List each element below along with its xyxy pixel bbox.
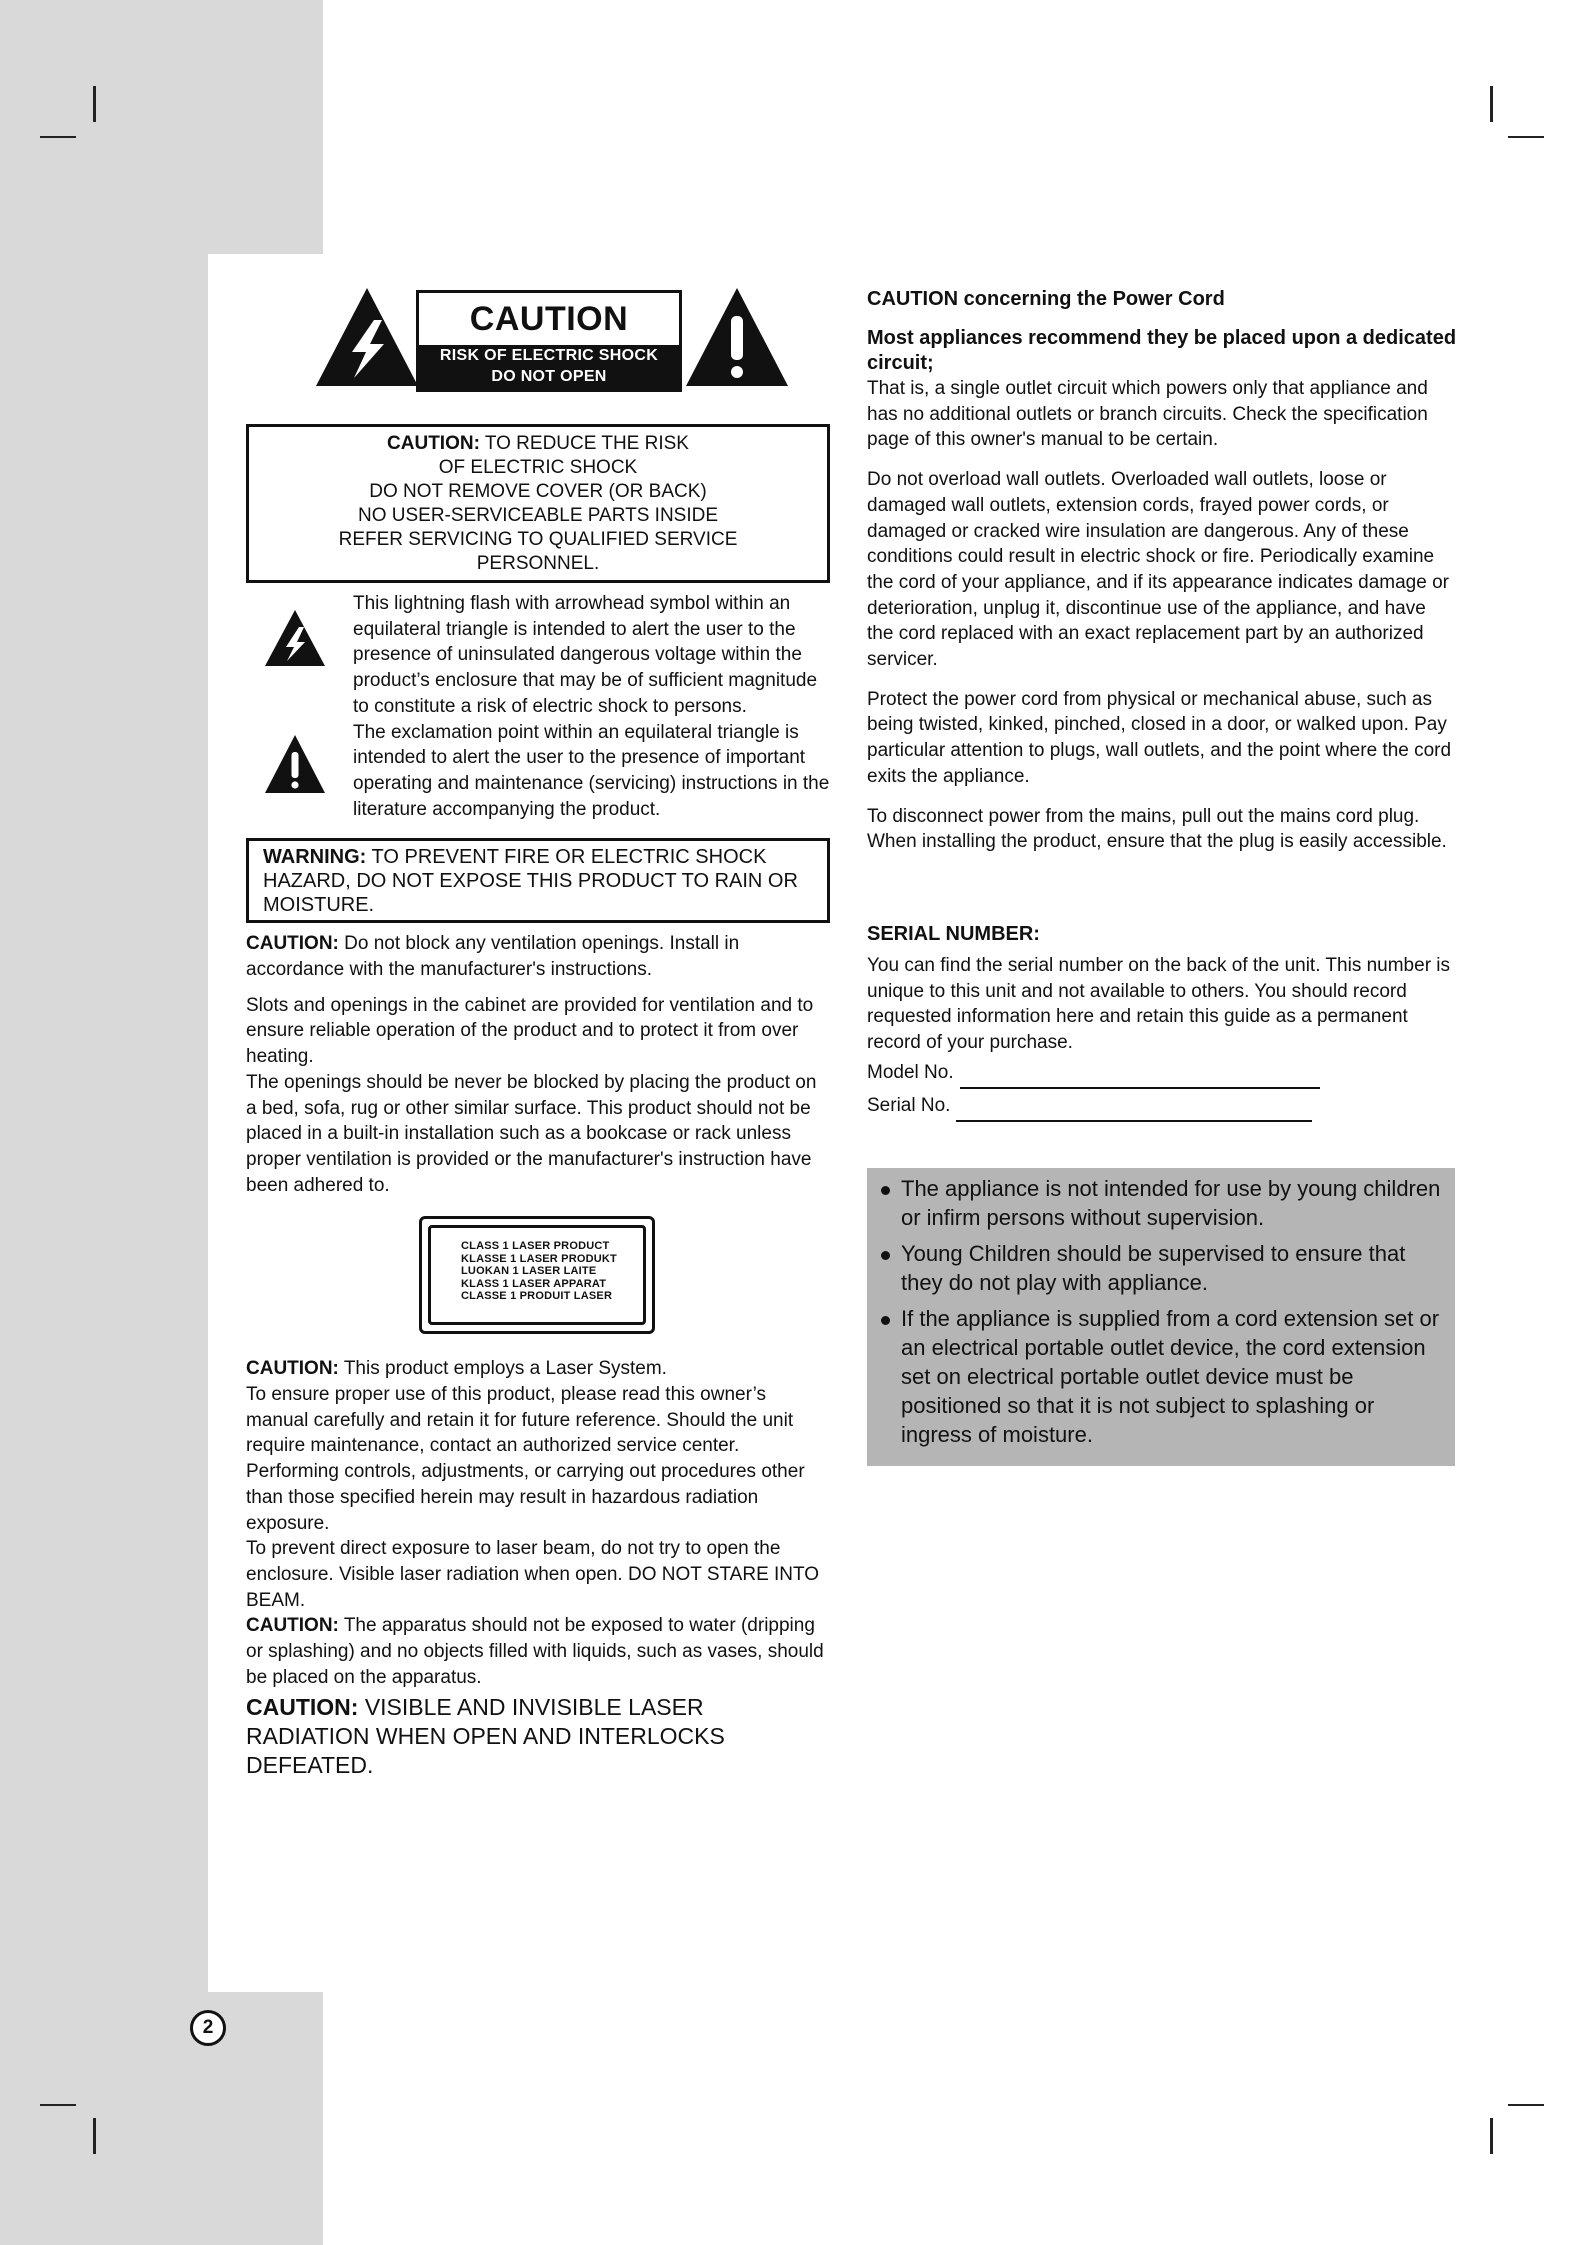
exclamation-triangle-icon [684, 286, 790, 388]
caution-label-line1: RISK OF ELECTRIC SHOCK [439, 347, 659, 364]
water-text: The apparatus should not be exposed to water (dripping or splashing) and no objects filled with liquids, such as vases, should be placed on the apparatus. [246, 1615, 824, 1688]
left-column [246, 286, 830, 1780]
power-cord-para3 [867, 687, 1457, 790]
warning-text: TO PREVENT FIRE OR ELECTRIC SHOCK HAZARD, DO NOT EXPOSE THIS PRODUCT TO RAIN OR MOISTURE. [263, 846, 798, 917]
caution-box-line5: REFER SERVICING TO QUALIFIED SERVICE [338, 529, 738, 550]
water-bold: CAUTION: [246, 1615, 339, 1637]
model-number-line[interactable] [960, 1067, 1320, 1089]
crop-mark [40, 136, 76, 138]
ventilation-para1: Slots and openings in the cabinet are provided for ventilation and to ensure reliable operation of the product and to protect it from over heating. [246, 994, 814, 1068]
crop-mark [1490, 86, 1493, 122]
serial-number-field[interactable] [867, 1089, 1457, 1122]
caution-box-line1: TO REDUCE THE RISK [479, 433, 689, 454]
serial-number-text: You can find the serial number on the back of the unit. This number is unique to this unit and not available to others. You should record requested information here and retain this guide as a permanent record of your purchase. [867, 954, 1451, 1054]
power-cord-para1: That is, a single outlet circuit which powers only that appliance and has no additional outlets or branch circuits. Check the specification page of this owner's manual to be certain. [867, 378, 1428, 451]
lightning-triangle-icon [264, 609, 326, 667]
laser-label-line4: KLASS 1 LASER APPARAT [461, 1277, 607, 1290]
page-number: 2 [190, 2010, 226, 2046]
caution-box-line2: OF ELECTRIC SHOCK [438, 457, 638, 478]
caution-header [246, 286, 830, 396]
serial-number-title: SERIAL NUMBER: [867, 922, 1040, 945]
serial-number-line[interactable] [956, 1100, 1312, 1122]
exclamation-symbol-explanation [246, 720, 830, 823]
ventilation-para2: The openings should be never be blocked by placing the product on a bed, sofa, rug or other similar surface. This product should not be placed in a built-in installation such as a bookcase or rack unless proper ventilation is provided or the manufacturer's instruction have been adhered to. [246, 1071, 817, 1196]
caution-label-line2: DO NOT OPEN [491, 368, 607, 385]
notice-item2-text: Young Children should be supervised to ensure that they do not play with appliance. [901, 1240, 1406, 1295]
gray-band-top [0, 0, 323, 254]
radiation-text: VISIBLE AND INVISIBLE LASER RADIATION WHEN OPEN AND INTERLOCKS DEFEATED. [246, 1693, 725, 1778]
right-column [867, 286, 1457, 1466]
laser-para3: To prevent direct exposure to laser beam, do not try to open the enclosure. Visible laser radiation when open. DO NOT STARE INTO BEAM. [246, 1538, 820, 1611]
exclamation-triangle-icon [264, 734, 326, 794]
power-cord-para3a: Protect the power cord from physical or mechanical abuse, such as being twisted, kinked, pinched, closed in a door, or walked upon. Pay particular attention to plugs, wall outlets, and the point where the cord [867, 688, 1452, 762]
bullet-icon [881, 1251, 890, 1260]
bullet-icon [881, 1316, 890, 1325]
bullet-icon [881, 1186, 890, 1195]
ventilation-caution [246, 931, 830, 982]
power-cord-para2: Do not overload wall outlets. Overloaded wall outlets, loose or damaged wall outlets, extension cords, frayed power cords, or damaged or cracked wire insulation are dangerous. Any of these conditions could result in electric shock or fire. Periodically examine the cord of your appliance, and if its appearance indicates damage or deterioration, unplug it, discontinue use of the appliance, and have the cord replaced with an exact replacement part by an authorized servicer. [867, 469, 1449, 671]
radiation-bold: CAUTION: [246, 1693, 359, 1720]
laser-label-line1: CLASS 1 LASER PRODUCT [461, 1240, 610, 1253]
caution-box-line4: NO USER-SERVICEABLE PARTS INSIDE [357, 505, 719, 526]
laser-para1: To ensure proper use of this product, please read this owner’s manual carefully and retain it for future reference. Should the unit require maintenance, contact an authorized service center. [246, 1384, 794, 1457]
power-cord-para3b: exits the appliance. [867, 765, 1030, 787]
crop-mark [1508, 136, 1544, 138]
notice-item [881, 1174, 1441, 1232]
lightning-symbol-text: This lightning flash with arrowhead symbol within an equilateral triangle is intended to alert the user to the presence of uninsulated dangerous voltage within the product’s enclosure that may be of sufficient magnitude to constitute a risk of electric shock to persons. [353, 593, 818, 717]
power-cord-title: CAUTION concerning the Power Cord [867, 288, 1225, 310]
laser-label-line3: LUOKAN 1 LASER LAITE [461, 1265, 597, 1278]
crop-mark [1508, 2104, 1544, 2106]
crop-mark [93, 2118, 96, 2154]
gray-band-left [0, 254, 208, 1992]
caution-box-line3: DO NOT REMOVE COVER (OR BACK) [369, 481, 707, 502]
caution-label-title: CAUTION [419, 293, 679, 345]
crop-mark [93, 86, 96, 122]
gray-band-bottom [0, 1992, 323, 2245]
serial-number-label: Serial No. [867, 1094, 951, 1116]
radiation-caution [246, 1693, 830, 1780]
water-caution [246, 1613, 830, 1690]
model-number-field[interactable] [867, 1056, 1457, 1089]
warning-bold: WARNING: [263, 846, 367, 869]
ventilation-text: Do not block any ventilation openings. Install in accordance with the manufacturer's instructions. [246, 933, 740, 981]
notice-item1-text: The appliance is not intended for use by young children or infirm persons without supervision. [901, 1175, 1441, 1230]
exclamation-symbol-text: The exclamation point within an equilateral triangle is intended to alert the user to the presence of important operating and maintenance (servicing) instructions in the literature accompanying the product. [353, 721, 830, 820]
power-cord-bold: Most appliances recommend they be placed upon a dedicated circuit; [867, 327, 1457, 374]
safety-notice-box [867, 1168, 1455, 1466]
caution-box [246, 424, 830, 583]
laser-bold: CAUTION: [246, 1358, 339, 1380]
power-cord-para4: To disconnect power from the mains, pull out the mains cord plug. When installing the product, ensure that the plug is easily accessible. [867, 805, 1447, 853]
notice-item [881, 1304, 1441, 1449]
ventilation-bold: CAUTION: [246, 933, 339, 955]
warning-box [246, 838, 830, 923]
laser-class-label [419, 1216, 655, 1334]
caution-box-line6: PERSONNEL. [476, 553, 600, 574]
lightning-symbol-explanation [246, 591, 830, 720]
crop-mark [40, 2104, 76, 2106]
lightning-triangle-icon [314, 286, 420, 388]
laser-label-line5: CLASSE 1 PRODUIT LASER [461, 1290, 613, 1303]
laser-label-line2: KLASSE 1 LASER PRODUKT [461, 1252, 617, 1265]
laser-caution [246, 1356, 830, 1382]
notice-item3-text: If the appliance is supplied from a cord extension set or an electrical portable outlet device, the cord extension set on electrical portable outlet device must be positioned so that it is not subject to splashing or ingress of moisture. [901, 1305, 1440, 1447]
laser-para2: Performing controls, adjustments, or carrying out procedures other than those specified herein may result in hazardous radiation exposure. [246, 1461, 805, 1534]
model-number-label: Model No. [867, 1061, 954, 1083]
notice-item [881, 1239, 1441, 1297]
caution-box-bold: CAUTION: [387, 433, 480, 454]
crop-mark [1490, 2118, 1493, 2154]
caution-label [416, 290, 682, 392]
laser-text: This product employs a Laser System. [338, 1358, 667, 1380]
